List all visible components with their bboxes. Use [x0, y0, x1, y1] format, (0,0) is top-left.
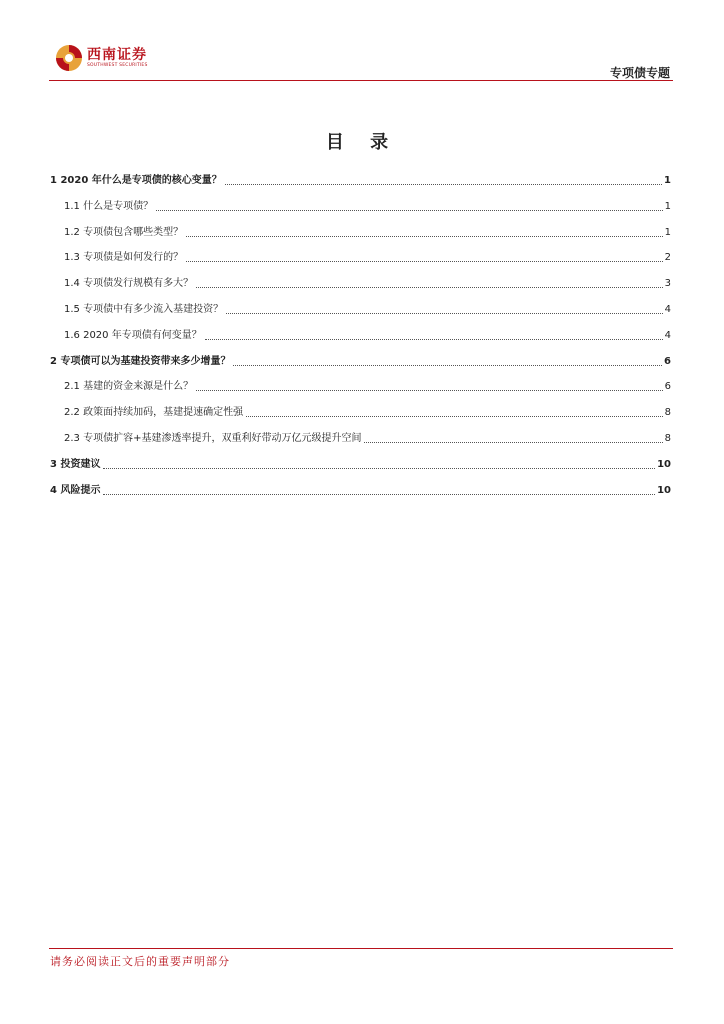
toc-entry[interactable] [50, 428, 671, 446]
toc-leader-dots [225, 183, 662, 185]
toc-entry-title: 1.6 2020 年专项债有何变量？ [64, 329, 202, 341]
toc-entry-title: 2.3 专项债扩容+基建渗透率提升，双重利好带动万亿元级提升空间 [64, 433, 362, 444]
toc-entry[interactable] [50, 351, 671, 369]
toc-leader-dots [103, 467, 655, 469]
toc-entry-title: 2.1 基建的资金来源是什么？ [64, 381, 194, 393]
toc-leader-dots [186, 260, 663, 262]
toc-entry[interactable] [50, 376, 671, 394]
toc-entry[interactable] [50, 196, 671, 214]
toc-entry-page-number: 10 [657, 484, 671, 496]
toc-entry-title: 3 投资建议 [50, 458, 101, 470]
toc-entry-page-number: 6 [664, 381, 671, 393]
toc-entry-title: 1.4 专项债发行规模有多大？ [64, 278, 194, 290]
toc-entry[interactable] [50, 273, 671, 291]
toc-leader-dots [233, 364, 662, 366]
toc-entry-title: 1.5 专项债中有多少流入基建投资？ [64, 304, 224, 315]
logo-emblem-icon [55, 44, 83, 72]
toc-entry-page-number: 6 [664, 355, 671, 367]
toc-entry[interactable] [50, 325, 671, 343]
toc-entry-title: 1.3 专项债是如何发行的？ [64, 252, 184, 264]
toc-entry[interactable] [50, 222, 671, 240]
toc-entry-page-number: 1 [664, 200, 671, 212]
header-divider [49, 80, 673, 81]
toc-entry-title: 1 2020 年什么是专项债的核心变量？ [50, 175, 222, 186]
toc-leader-dots [103, 493, 655, 495]
toc-entry-page-number: 3 [664, 278, 671, 290]
toc-leader-dots [246, 415, 663, 417]
toc-entry-title: 4 风险提示 [50, 484, 101, 496]
toc-leader-dots [196, 286, 663, 288]
toc-entry-page-number: 4 [664, 304, 671, 315]
toc-entry[interactable] [50, 247, 671, 265]
toc-entry-page-number: 4 [664, 329, 671, 341]
toc-entry-page-number: 1 [664, 175, 671, 186]
toc-leader-dots [196, 389, 663, 391]
toc-entry[interactable] [50, 480, 671, 498]
toc-leader-dots [156, 209, 663, 211]
toc-leader-dots [226, 312, 663, 314]
toc-entry-title: 1.2 专项债包含哪些类型？ [64, 226, 184, 238]
toc-entry-title: 2.2 政策面持续加码，基建提速确定性强 [64, 407, 244, 419]
footer-divider [49, 948, 673, 949]
page-header [0, 0, 724, 82]
toc-entry-page-number: 1 [664, 226, 671, 238]
footer-disclaimer-note: 请务必阅读正文后的重要声明部分 [50, 955, 230, 968]
toc-title: 目 录 [325, 132, 399, 153]
toc-leader-dots [186, 235, 663, 237]
toc-entry[interactable] [50, 170, 671, 188]
toc-entry-title: 2 专项债可以为基建投资带来多少增量？ [50, 355, 231, 367]
logo-chinese-name: 西南证券 [87, 47, 147, 63]
toc-leader-dots [205, 338, 663, 340]
toc-entry[interactable] [50, 402, 671, 420]
document-type-label: 专项债专题 [609, 66, 670, 80]
logo-english-name: SOUTHWEST SECURITIES [87, 63, 148, 68]
toc-entry-page-number: 8 [664, 407, 671, 419]
toc-entry[interactable] [50, 454, 671, 472]
company-logo [55, 44, 205, 74]
toc-entry-page-number: 2 [664, 252, 671, 264]
toc-entry[interactable] [50, 299, 671, 317]
toc-entry-title: 1.1 什么是专项债？ [64, 200, 154, 212]
toc-entry-page-number: 10 [657, 458, 671, 470]
toc-entry-page-number: 8 [664, 433, 671, 444]
toc-leader-dots [364, 441, 662, 443]
